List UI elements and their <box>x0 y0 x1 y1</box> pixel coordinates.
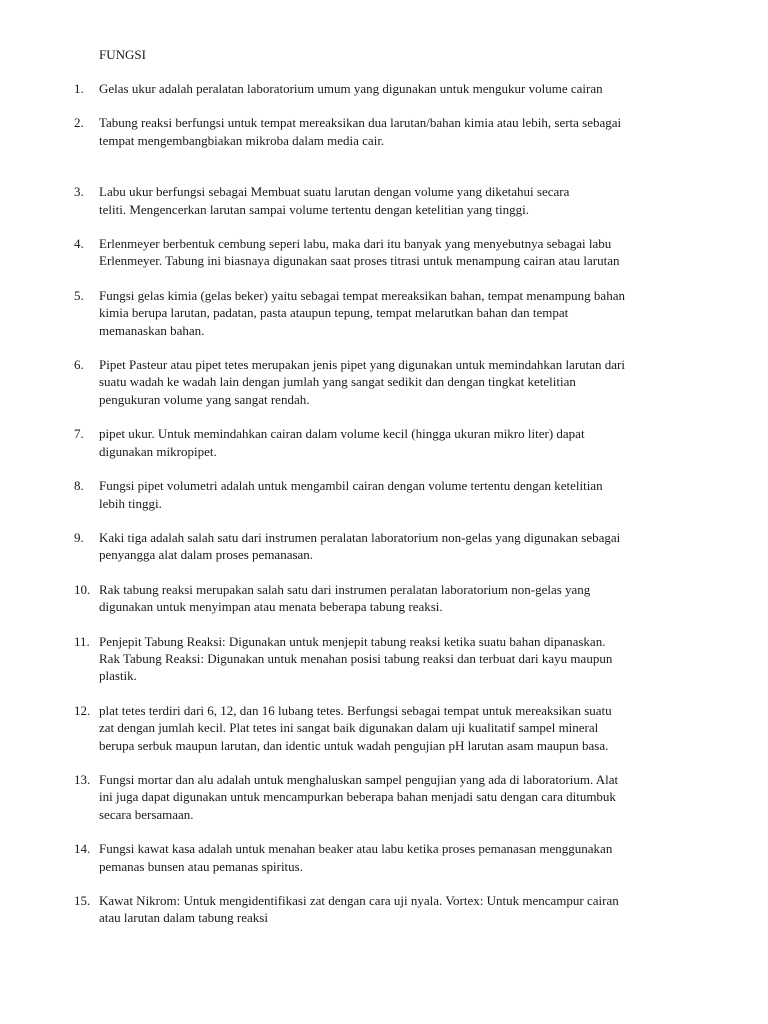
list-item-number: 4. <box>74 236 84 252</box>
list-item <box>74 771 714 823</box>
list-item-text <box>99 529 714 564</box>
text-line: Rak tabung reaksi merupakan salah satu dari instrumen peralatan laboratorium non-gelas yang <box>99 581 591 597</box>
list-item <box>74 425 714 460</box>
list-item <box>74 892 714 927</box>
function-list <box>74 80 714 944</box>
list-item <box>74 80 714 97</box>
list-item <box>74 356 714 408</box>
text-line: Fungsi kawat kasa adalah untuk menahan beaker atau labu ketika proses pemanasan menggunakan <box>99 841 613 857</box>
list-item-number: 11. <box>74 633 90 649</box>
text-line: teliti. Mengencerkan larutan sampai volume tertentu dengan ketelitian yang tinggi. <box>99 201 529 217</box>
text-line: secara bersamaan. <box>99 806 194 822</box>
list-item <box>74 840 714 875</box>
text-line: Gelas ukur adalah peralatan laboratorium umum yang digunakan untuk mengukur volume cairan <box>99 81 603 96</box>
list-item-text <box>99 183 714 218</box>
text-line: pipet ukur. Untuk memindahkan cairan dalam volume kecil (hingga ukuran mikro liter) dapat <box>99 426 585 442</box>
list-item-text <box>99 840 714 875</box>
list-item-text <box>99 771 714 823</box>
text-line: lebih tinggi. <box>99 495 162 511</box>
text-line: plat tetes terdiri dari 6, 12, dan 16 lubang tetes. Berfungsi sebagai tempat untuk mereaksikan suatu <box>99 702 612 718</box>
list-item <box>74 633 714 685</box>
text-line: Kaki tiga adalah salah satu dari instrumen peralatan laboratorium non-gelas yang digunakan sebagai <box>99 529 621 545</box>
text-line: suatu wadah ke wadah lain dengan jumlah yang sangat sedikit dan dengan tingkat ketelitian <box>99 374 576 390</box>
text-line: berupa serbuk maupun larutan, dan identic untuk wadah pengujian pH larutan asam maupun basa. <box>99 737 609 753</box>
list-item <box>74 529 714 564</box>
list-item-number: 14. <box>74 841 91 857</box>
list-item <box>74 235 714 270</box>
text-line: pengukuran volume yang sangat rendah. <box>99 391 310 407</box>
text-line: tempat mengembangbiakan mikroba dalam media cair. <box>99 132 385 148</box>
list-item-text <box>99 287 714 339</box>
list-item-text <box>99 892 714 927</box>
list-item-number: 13. <box>74 771 91 787</box>
list-item <box>74 114 714 149</box>
text-line: atau larutan dalam tabung reaksi <box>99 910 268 926</box>
text-line: zat dengan jumlah kecil. Plat tetes ini sangat baik digunakan dalam uji kualitatif sampel mineral <box>99 720 599 736</box>
text-line: Fungsi pipet volumetri adalah untuk mengambil cairan dengan volume tertentu dengan ketelitian <box>99 478 603 494</box>
list-item-number: 15. <box>74 893 91 908</box>
list-item-text <box>99 356 714 408</box>
list-item <box>74 477 714 512</box>
text-line: Erlenmeyer berbentuk cembung seperi labu, maka dari itu banyak yang menyebutnya sebagai labu <box>99 236 612 252</box>
list-item-number: 12. <box>74 702 91 718</box>
list-item <box>74 581 714 616</box>
text-line: Penjepit Tabung Reaksi: Digunakan untuk menjepit tabung reaksi ketika suatu bahan dipanaskan. <box>99 633 606 649</box>
text-line: Kawat Nikrom: Untuk mengidentifikasi zat dengan cara uji nyala. Vortex: Untuk mencampur cairan <box>99 893 619 908</box>
text-line: digunakan mikropipet. <box>99 443 217 459</box>
text-line: Pipet Pasteur atau pipet tetes merupakan jenis pipet yang digunakan untuk memindahkan larutan dari <box>99 357 625 373</box>
list-item-number: 5. <box>74 287 84 303</box>
list-item-number: 2. <box>74 115 84 131</box>
list-item-number: 3. <box>74 184 84 200</box>
list-item <box>74 183 714 218</box>
list-item-number: 8. <box>74 478 84 494</box>
text-line: penyangga alat dalam proses pemanasan. <box>99 547 314 563</box>
text-line: Tabung reaksi berfungsi untuk tempat mereaksikan dua larutan/bahan kimia atau lebih, serta sebagai <box>99 115 622 131</box>
text-line: Labu ukur berfungsi sebagai Membuat suatu larutan dengan volume yang diketahui secara <box>99 184 570 200</box>
list-item <box>74 287 714 339</box>
list-item-text <box>99 581 714 616</box>
text-line: Rak Tabung Reaksi: Digunakan untuk menahan posisi tabung reaksi dan terbuat dari kayu maupun <box>99 650 613 666</box>
text-line: memanaskan bahan. <box>99 322 205 338</box>
list-item-text <box>99 477 714 512</box>
list-item-text <box>99 702 714 754</box>
list-item <box>74 702 714 754</box>
list-item-text <box>99 633 714 685</box>
list-item-number: 1. <box>74 81 84 96</box>
list-item-number: 6. <box>74 357 84 373</box>
list-item-text <box>99 235 714 270</box>
text-line: Fungsi gelas kimia (gelas beker) yaitu sebagai tempat mereaksikan bahan, tempat menampung bahan <box>99 287 625 303</box>
document-title: FUNGSI <box>99 47 146 62</box>
text-line: kimia berupa larutan, padatan, pasta ataupun tepung, tempat melarutkan bahan dan tempat <box>99 305 569 321</box>
list-item-number: 7. <box>74 426 84 442</box>
text-line: Erlenmeyer. Tabung ini biasnaya digunakan saat proses titrasi untuk menampung cairan atau larutan <box>99 253 620 269</box>
text-line: pemanas bunsen atau pemanas spiritus. <box>99 858 303 874</box>
list-item-text <box>99 425 714 460</box>
list-item-text <box>99 80 714 97</box>
list-item-number: 10. <box>74 581 91 597</box>
text-line: Fungsi mortar dan alu adalah untuk menghaluskan sampel pengujian yang ada di laboratorium. Alat <box>99 771 619 787</box>
list-item-number: 9. <box>74 529 84 545</box>
text-line: plastik. <box>99 668 137 684</box>
text-line: digunakan untuk menyimpan atau menata beberapa tabung reaksi. <box>99 599 443 615</box>
text-line: ini juga dapat digunakan untuk mencampurkan beberapa bahan menjadi satu dengan cara ditumbuk <box>99 789 616 805</box>
list-item-text <box>99 114 714 149</box>
